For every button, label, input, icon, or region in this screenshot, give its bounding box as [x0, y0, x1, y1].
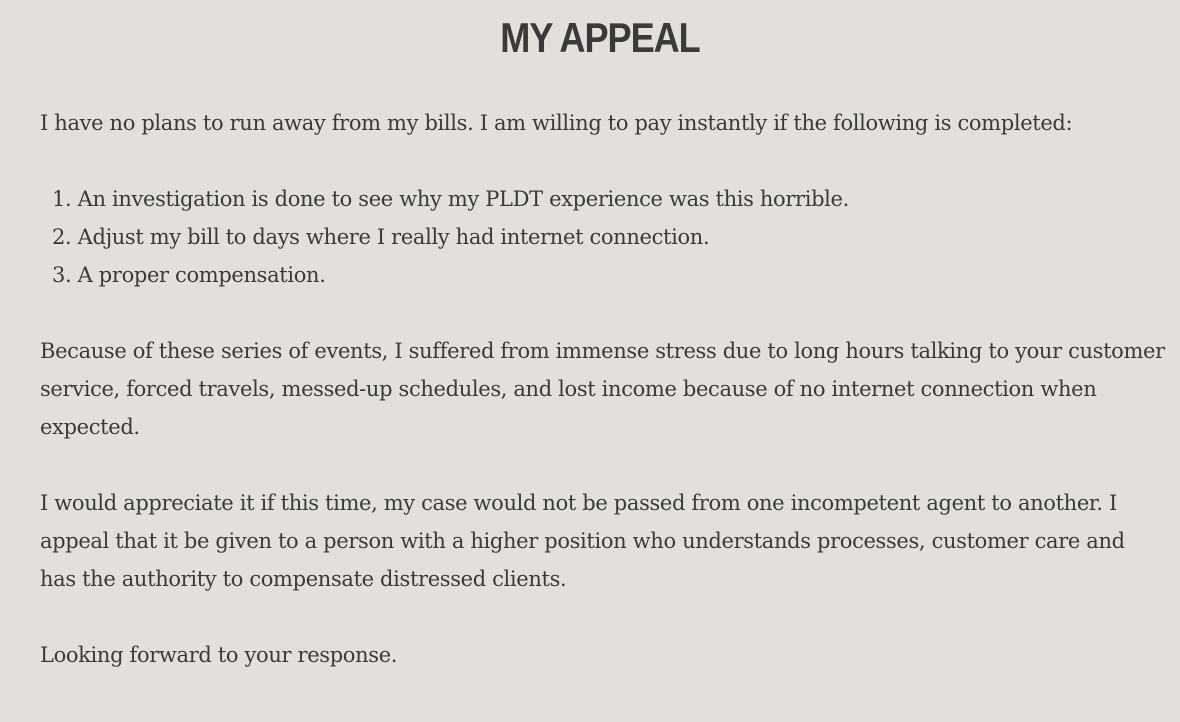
appeal-body: [40, 104, 1165, 674]
condition-item-compensation: 3. A proper compensation.: [52, 263, 326, 287]
page-title: MY APPEAL: [500, 14, 700, 61]
paragraph-spacer: [40, 446, 1165, 484]
closing-paragraph: Looking forward to your response.: [40, 643, 398, 667]
intro-paragraph: I have no plans to run away from my bills. I am willing to pay instantly if the following is completed:: [40, 111, 1073, 135]
effects-paragraph: Because of these series of events, I suffered from immense stress due to long hours talking to your customer service, forced travels, messed-up schedules, and lost income because of no internet connection when expected.: [40, 339, 1165, 439]
paragraph-spacer: [40, 598, 1165, 636]
paragraph-spacer: [40, 294, 1165, 332]
condition-item-bill-adjustment: 2. Adjust my bill to days where I really had internet connection.: [52, 225, 710, 249]
request-paragraph: I would appreciate it if this time, my case would not be passed from one incompetent agent to another. I appeal that it be given to a person with a higher position who understands processes, customer care and has the authority to compensate distressed clients.: [40, 491, 1125, 591]
condition-item-investigation: 1. An investigation is done to see why my PLDT experience was this horrible.: [52, 187, 849, 211]
paragraph-spacer: [40, 142, 1165, 180]
conditions-list: [40, 180, 1165, 294]
